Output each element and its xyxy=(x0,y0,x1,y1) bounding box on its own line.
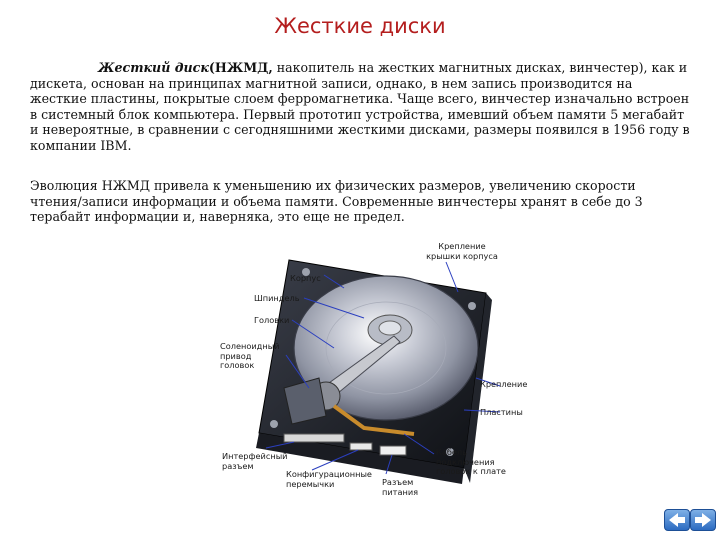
jumper-block xyxy=(350,443,372,450)
label-heads: Головки xyxy=(254,315,290,325)
term-hard-disk: Жесткий диск xyxy=(98,60,209,75)
paragraph-evolution: Эволюция НЖМД привела к уменьшению их физических размеров, увеличению скорости чтения/записи информации и объема памяти. Современные винчестеры хранят в себе до 3 терабайт информации и, наверняка, это еще не предел. xyxy=(30,178,643,225)
arrow-right-icon xyxy=(691,510,715,530)
label-platters: Пластины xyxy=(480,407,523,417)
label-spindle: Шпиндель xyxy=(254,293,300,303)
label-case: Корпус xyxy=(290,273,321,283)
hard-drive-diagram xyxy=(214,238,534,508)
label-interface: Интерфейсный разъем xyxy=(222,451,288,471)
label-actuator: Соленоидный привод головок xyxy=(220,341,280,370)
interface-connector xyxy=(284,434,344,442)
label-power: Разъем питания xyxy=(382,477,419,497)
label-mounting: Крепление xyxy=(480,379,528,389)
power-connector xyxy=(380,446,406,455)
label-cable: Кабель подключения головок к плате xyxy=(436,447,506,476)
next-slide-button[interactable] xyxy=(690,509,716,531)
term-abbreviation: (НЖМД, xyxy=(208,60,273,75)
prev-slide-button[interactable] xyxy=(664,509,690,531)
label-cover-mount: Крепление крышки корпуса xyxy=(426,241,498,261)
paragraph-intro xyxy=(30,60,690,154)
label-jumpers: Конфигурационные перемычки xyxy=(286,469,372,489)
intro-text: накопитель на жестких магнитных дисках, винчестер), как и дискета, основан на принципах магнитной записи, однако, в нем запись производится на жесткие пластины, покрытые слоем ферромагнетика. Чаще всего, винчестер изначально встроен в системный блок компьютера. Первый прототип устройства, имевший объем памяти 5 мегабайт и невероятные, в сравнении с сегодняшними жесткими дисками, размеры появился в 1956 году в компании IBM. xyxy=(30,60,690,153)
arrow-left-icon xyxy=(665,510,689,530)
slide-title: Жесткие диски xyxy=(274,14,446,38)
